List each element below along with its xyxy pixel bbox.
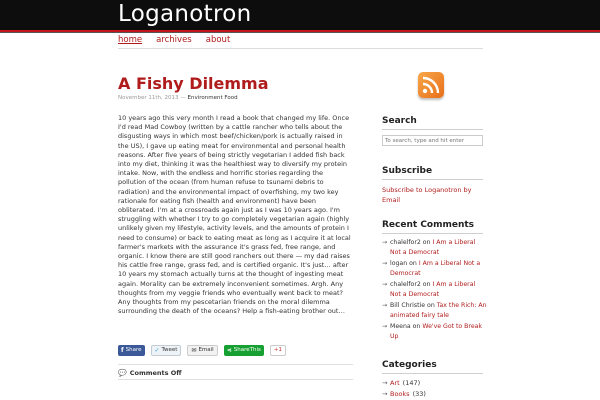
- search-heading: Search: [382, 116, 417, 126]
- arrow-bullet-icon: →: [382, 379, 388, 387]
- sharethis-label: ShareThis: [233, 347, 261, 353]
- category-count: (33): [412, 390, 426, 398]
- comment-on: on: [412, 323, 421, 330]
- recent-comment-item: [382, 301, 487, 321]
- recent-comment-item: [382, 280, 487, 300]
- comment-bubble-icon: 💬: [118, 369, 127, 377]
- rss-feed-icon[interactable]: [418, 72, 444, 98]
- post-body: 10 years ago this very month I read a book that changed my life. Once I'd read Mad Cowboy (written by a cattle rancher who tells about the disgusting ways in which most beef/chicken/pork is actually raised in the US), I gave up eating meat for environmental and personal health reasons. After five years of being strictly vegetarian I added fish back into my diet, thinking it was the healthiest way to diversify my protein intake. Now, with the endless and horrific stories regarding the pollution of the ocean (from human refuse to tsunami debris to radiation) and the environmental impact of overfishing, my two key rationale for eating fish (health and environment) have been obliterated. I'm at a crossroads again just as I was 10 years ago. I'm struggling with whether I try to go completely vegetarian again (highly unlikely given my lifestyle, activity levels, and the amounts of protein I need to consume) or back to eating meat as long as I acquire it at local farmer's markets with the assurance it's grass fed, free range, and organic. I know there are still good ranchers out there — my dad raises his cattle free range, grass fed, and is certified organic. It's just… after 10 years my stomach actually turns at the thought of ingesting meat again. Morality can be extremely inconvenient sometimes. Argh. Any thoughts from my veggie friends who eventually went back to meat? Any thoughts from my pescetarian friends on the moral dilemma surrounding the death of the oceans? Help a fish-eating brother out…: [118, 114, 351, 316]
- comment-on: on: [427, 302, 435, 309]
- header-shadow-line: [0, 32, 600, 33]
- recent-comments-list: [382, 238, 487, 343]
- arrow-bullet-icon: →: [382, 239, 388, 246]
- categories-heading: Categories: [382, 360, 437, 370]
- comment-post-link[interactable]: Tax the Rich: An animated fairy tale: [390, 302, 487, 319]
- comments-top-divider: [118, 364, 353, 365]
- twitter-icon: ✓: [154, 346, 160, 354]
- subscribe-email-link[interactable]: Subscribe to Loganotron by Email: [382, 186, 472, 204]
- recent-comments-rule: [382, 233, 483, 234]
- post-meta: [118, 95, 238, 101]
- comment-post-link[interactable]: I Am a Liberal Not a Democrat: [390, 260, 481, 277]
- site-title[interactable]: Loganotron: [118, 1, 252, 27]
- google-plus-label: +1: [273, 347, 282, 353]
- category-item: [382, 389, 487, 400]
- recent-comment-item: [382, 259, 487, 279]
- site-header: [0, 0, 600, 30]
- categories-heading-rule: [382, 373, 483, 374]
- comments-status: [118, 369, 182, 377]
- tweet-button[interactable]: [151, 345, 182, 356]
- arrow-bullet-icon: →: [382, 302, 388, 309]
- arrow-bullet-icon: →: [382, 323, 388, 330]
- comment-author: logan: [390, 260, 408, 267]
- comment-on: on: [422, 281, 431, 288]
- arrow-bullet-icon: →: [382, 390, 388, 398]
- category-item: [382, 378, 487, 389]
- nav-archives[interactable]: archives: [156, 35, 192, 45]
- recent-comments-heading: Recent Comments: [382, 220, 475, 230]
- comment-on: on: [409, 260, 417, 267]
- comment-author: Bill Christie: [390, 302, 426, 309]
- facebook-icon: f: [121, 346, 124, 354]
- main-nav: [118, 35, 244, 49]
- post-title[interactable]: A Fishy Dilemma: [118, 74, 269, 93]
- nav-about[interactable]: about: [205, 35, 231, 45]
- tweet-label: Tweet: [161, 347, 178, 353]
- category-link[interactable]: Art: [390, 379, 400, 387]
- arrow-bullet-icon: →: [382, 260, 388, 267]
- email-icon: ✉: [191, 346, 197, 354]
- recent-comment-item: [382, 322, 487, 342]
- arrow-bullet-icon: →: [382, 281, 388, 288]
- comment-post-link[interactable]: I Am a Liberal Not a Democrat: [390, 281, 476, 298]
- comments-status-label: Comments Off: [129, 369, 182, 377]
- facebook-share-button[interactable]: [118, 345, 145, 356]
- meta-separator: —: [180, 95, 186, 101]
- post-date: November 11th, 2013: [118, 95, 179, 101]
- comment-author: chalelfor2: [390, 281, 421, 288]
- email-share-button[interactable]: [187, 345, 217, 356]
- post-category-food[interactable]: Food: [224, 95, 238, 101]
- search-input[interactable]: [382, 135, 483, 146]
- search-heading-rule: [382, 129, 483, 130]
- nav-divider: [118, 48, 483, 49]
- google-plus-button[interactable]: [270, 345, 286, 356]
- post-category-environment[interactable]: Environment: [187, 95, 223, 101]
- categories-list: [382, 378, 487, 400]
- recent-comment-item: [382, 238, 487, 258]
- email-share-label: Email: [198, 347, 214, 353]
- comments-bottom-divider: [118, 379, 353, 380]
- category-link[interactable]: Books: [390, 390, 410, 398]
- nav-home[interactable]: home: [118, 35, 143, 45]
- sharethis-button[interactable]: [224, 345, 264, 356]
- subscribe-heading-rule: [382, 179, 483, 180]
- comment-author: Meena: [390, 323, 411, 330]
- share-buttons: [118, 344, 292, 356]
- category-count: (147): [402, 379, 421, 387]
- comment-author: chalelfor2: [390, 239, 421, 246]
- subscribe-heading: Subscribe: [382, 166, 433, 176]
- comment-on: on: [422, 239, 431, 246]
- sharethis-icon: ⋖: [226, 346, 232, 354]
- comment-post-link[interactable]: We've Got to Break Up: [390, 323, 483, 340]
- comment-post-link[interactable]: I Am a Liberal Not a Democrat: [390, 239, 476, 256]
- facebook-share-label: Share: [125, 347, 142, 353]
